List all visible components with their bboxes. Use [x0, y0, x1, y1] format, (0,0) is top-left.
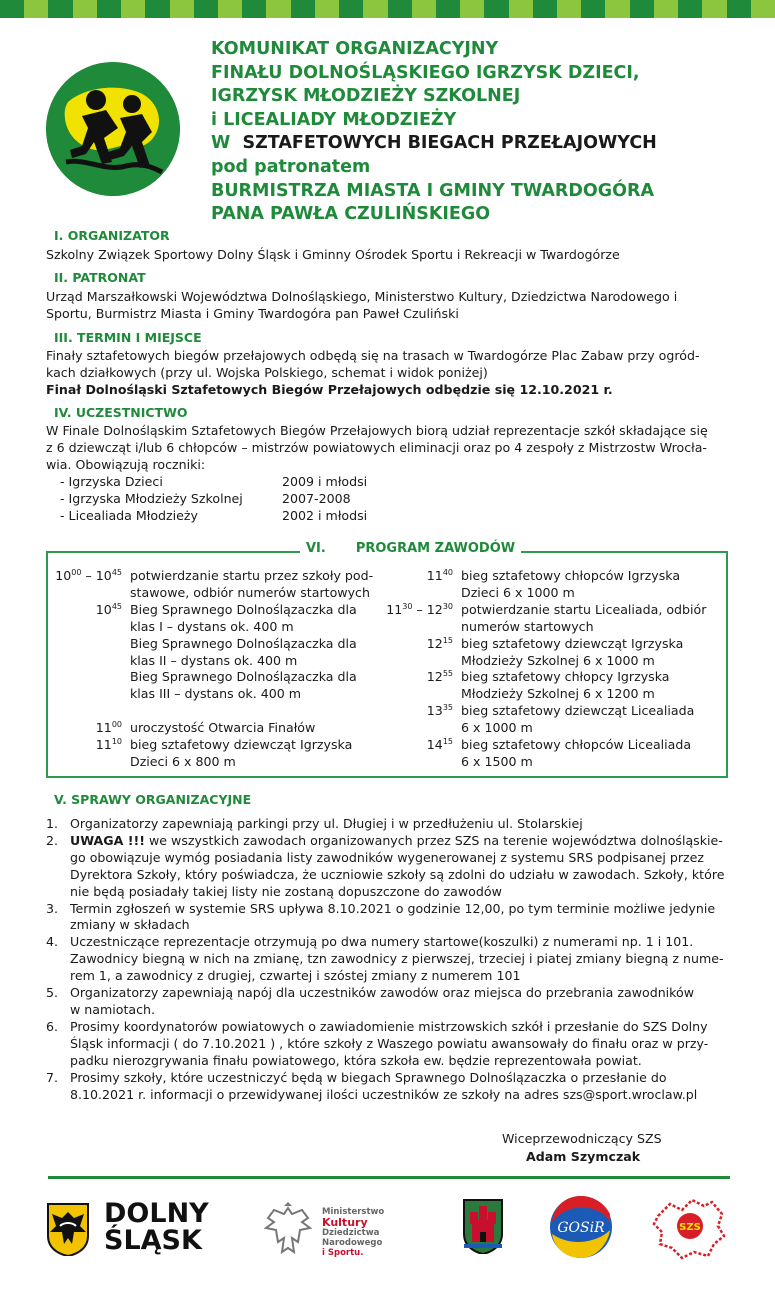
program-description	[461, 636, 683, 670]
header-line-8: PANA PAWŁA CZULIŃSKIEGO	[211, 204, 491, 225]
program-number: VI.	[306, 541, 326, 556]
years-row	[60, 490, 367, 507]
program-right-column	[384, 568, 706, 771]
header-line-6: pod patronatem	[211, 156, 371, 177]
sprawy-item-text	[70, 901, 715, 935]
termin-text	[46, 347, 736, 398]
header-line-5	[211, 132, 751, 156]
szs-text: SZS	[679, 1222, 701, 1233]
sprawy-item-line: UWAGA !!! we wszystkich zawodach organizowanych przez SZS na terenie województwa dolnośląskie-	[70, 832, 723, 848]
sprawy-item-line: padku nierozgrywania finału powiatowego, która szkoła ew. będzie reprezentowała powiat.	[70, 1052, 642, 1068]
section-title-termin: III. TERMIN I MIEJSCE	[54, 330, 202, 345]
szs-region-logo	[652, 1196, 728, 1260]
program-description-line: Bieg Sprawnego Dolnoślązaczka dla	[130, 669, 357, 685]
sprawy-item	[46, 985, 736, 1019]
ministry-line-2: Kultury	[322, 1216, 368, 1229]
program-time: $12^{15}$	[426, 635, 453, 651]
gosir-text: GOSiR	[557, 1220, 605, 1236]
header-line-3: IGRZYSK MŁODZIEŻY SZKOLNEJ	[211, 86, 521, 107]
uczestnictwo-line-2: z 6 dziewcząt i/lub 6 chłopców – mistrzów powiatowych eliminacji oraz po 4 zespoły z Mistrzostw Wrocła-	[46, 440, 707, 455]
dolny-slask-eagle-icon	[46, 1202, 90, 1256]
program-time: $11^{30} - 12^{30}$	[386, 601, 453, 617]
program-time: $10^{00} - 10^{45}$	[55, 568, 122, 583]
sprawy-item-line: go obowiązuje wymóg posiadania listy zawodników wygenerowanej z systemu SRS podpisanej przez	[70, 849, 704, 865]
sprawy-item-line: zmiany w składach	[70, 917, 190, 933]
years-value: 2009 i młodsi	[282, 474, 368, 489]
patronat-text	[46, 288, 736, 322]
sprawy-item-number: 3.	[46, 900, 59, 916]
sprawy-item-text	[70, 985, 694, 1019]
header-line-7: BURMISTRZA MIASTA I GMINY TWARDOGÓRA	[211, 180, 655, 201]
program-description	[130, 737, 352, 771]
sprawy-item-text	[70, 816, 583, 833]
termin-line-3: Finał Dolnośląski Sztafetowych Biegów Przełajowych odbędzie się 12.10.2021 r.	[46, 382, 613, 397]
sprawy-item-line: Termin zgłoszeń w systemie SRS upływa 8.10.2021 o godzinie 12,00, po tym terminie możliwe jedynie	[70, 900, 716, 916]
sprawy-item-line: Organizatorzy zapewniają parkingi przy ul. Długiej i w przedłużeniu ul. Stolarskiej	[70, 816, 583, 831]
runners-logo	[46, 62, 180, 196]
dolny-slask-wordmark	[104, 1200, 209, 1254]
program-description-line: klas II – dystans ok. 400 m	[130, 652, 298, 668]
header-line-2: FINAŁU DOLNOŚLĄSKIEGO IGRZYSK DZIECI,	[211, 62, 640, 83]
sprawy-item	[46, 833, 736, 901]
program-item	[384, 636, 706, 670]
program-description-line: bieg sztafetowy chłopców Igrzyska	[461, 568, 681, 583]
program-time: $11^{10}$	[95, 737, 122, 753]
sprawy-item-line: nie będą posiadały takiej listy nie zostaną dopuszczone do zawodów	[70, 883, 502, 899]
program-time: $12^{55}$	[426, 669, 453, 685]
twardogora-coat-of-arms-icon	[462, 1198, 504, 1254]
section-title-uczestnictwo: IV. UCZESTNICTWO	[54, 405, 188, 420]
slask-text: ŚLĄSK	[104, 1225, 202, 1256]
sprawy-item-line: Dyrektora Szkoły, który poświadcza, że uczniowie szkoły są zdolni do udziału w zawodach. Szkoły, które	[70, 866, 725, 882]
sprawy-item-line: Śląsk informacji ( do 7.10.2021 ) , które szkoły z Waszego powiatu awansowały do finału oraz w przy-	[70, 1035, 709, 1051]
sprawy-item-number: 2.	[46, 832, 59, 848]
years-table	[60, 473, 367, 524]
program-description	[461, 737, 691, 771]
sprawy-item-number: 4.	[46, 934, 59, 950]
program-description	[461, 669, 670, 703]
program-description	[130, 568, 373, 602]
sprawy-item	[46, 816, 736, 833]
program-description-line: Młodzieży Szkolnej 6 x 1000 m	[461, 652, 655, 668]
years-row	[60, 473, 367, 490]
signature-role: Wiceprzewodniczący SZS	[502, 1131, 662, 1146]
sprawy-item-line: Prosimy szkoły, które uczestniczyć będą w biegach Sprawnego Dolnoślązaczka o przesłanie do	[70, 1069, 667, 1085]
gosir-logo	[548, 1194, 614, 1260]
program-description-line: Bieg Sprawnego Dolnoślązaczka dla	[130, 601, 357, 617]
footer-divider	[48, 1176, 730, 1179]
sprawy-item-text	[70, 1070, 697, 1104]
program-description-line: 6 x 1000 m	[461, 720, 533, 736]
program-description-line: klas I – dystans ok. 400 m	[130, 618, 294, 634]
termin-line-2: kach działkowych (przy ul. Wojska Polskiego, schemat i widok poniżej)	[46, 365, 488, 380]
program-item	[52, 720, 373, 737]
program-description-line: Dzieci 6 x 800 m	[130, 753, 236, 769]
sprawy-item-line: rem 1, a zawodnicy z drugiej, czwartej i szóstej zmiany z numerem 101	[70, 968, 521, 984]
section-title-organizator: I. ORGANIZATOR	[54, 228, 170, 243]
program-time: $10^{45}$	[95, 601, 122, 617]
sprawy-item-line: Zawodnicy biegną w nich na zmianę, tzn zawodnicy z pierwszej, trzeciej i piatej zmiany biegną z nume-	[70, 951, 724, 967]
sprawy-item-text	[70, 833, 724, 901]
program-description-line: uroczystość Otwarcia Finałów	[130, 720, 316, 736]
program-item	[384, 669, 706, 703]
years-category: - Igrzyska Dzieci	[60, 474, 163, 489]
header-line-4: i LICEALIADY MŁODZIEŻY	[211, 109, 457, 130]
dolny-text: DOLNY	[104, 1198, 209, 1229]
program-description-line: numerów startowych	[461, 618, 594, 634]
program-time: $11^{40}$	[426, 568, 453, 583]
program-item	[384, 737, 706, 771]
header-line-5-prefix: W	[211, 133, 231, 154]
program-left-column	[52, 568, 373, 771]
sprawy-item-text	[70, 1019, 708, 1070]
program-time: $11^{00}$	[95, 720, 122, 736]
program-description-line: bieg sztafetowy dziewcząt Igrzyska	[130, 737, 353, 753]
program-description-line: potwierdzanie startu przez szkoły pod-	[130, 568, 374, 583]
uczestnictwo-text	[46, 422, 736, 473]
years-value: 2002 i młodsi	[282, 508, 368, 523]
program-item	[52, 602, 373, 720]
patronat-line-2: Sportu, Burmistrz Miasta i Gminy Twardogóra pan Paweł Czuliński	[46, 306, 459, 321]
program-title	[300, 541, 521, 556]
program-description	[130, 720, 315, 737]
years-row	[60, 507, 367, 524]
header-line-5-bold: SZTAFETOWYCH BIEGACH PRZEŁAJOWYCH	[242, 133, 657, 154]
sprawy-item-number: 5.	[46, 985, 59, 1001]
top-decorative-bar	[0, 0, 775, 18]
program-time: $14^{15}$	[426, 737, 453, 753]
program-item	[52, 568, 373, 602]
ministry-logo-text	[322, 1207, 384, 1258]
program-description	[130, 602, 357, 720]
program-description-line: klas III – dystans ok. 400 m	[130, 686, 302, 702]
ministry-line-1: Ministerstwo	[322, 1207, 385, 1217]
program-description	[461, 568, 680, 602]
sprawy-item-line: 8.10.2021 r. informacji o przewidywanej ilości uczestników ze szkoły na adres szs@sport.wroclaw.pl	[70, 1086, 698, 1102]
sprawy-item-number: 6.	[46, 1018, 59, 1034]
program-time: $13^{35}$	[426, 703, 453, 719]
years-value: 2007-2008	[282, 491, 351, 506]
polish-eagle-icon	[262, 1202, 314, 1258]
ministry-line-3: Dziedzictwa	[322, 1228, 380, 1238]
sprawy-item-number: 1.	[46, 816, 59, 831]
sprawy-item-number: 7.	[46, 1069, 59, 1085]
sprawy-item-line: w namiotach.	[70, 1001, 156, 1017]
program-description-line: bieg sztafetowy chłopców Licealiada	[461, 737, 692, 753]
program-description-line: bieg sztafetowy chłopcy Igrzyska	[461, 669, 670, 685]
program-item	[384, 703, 706, 737]
ministry-line-5: i Sportu.	[322, 1248, 364, 1258]
sprawy-item	[46, 901, 736, 935]
ministry-line-4: Narodowego	[322, 1238, 383, 1248]
section-title-patronat: II. PATRONAT	[54, 270, 146, 285]
sprawy-item	[46, 934, 736, 985]
sprawy-item-line: Organizatorzy zapewniają napój dla uczestników zawodów oraz miejsca do przebrania zawodników	[70, 985, 695, 1001]
organizator-text	[46, 246, 736, 263]
sprawy-item-line: Prosimy koordynatorów powiatowych o zawiadomienie mistrzowskich szkół i przesłanie do SZS Dolny	[70, 1018, 708, 1034]
patronat-line-1: Urząd Marszałkowski Województwa Dolnośląskiego, Ministerstwo Kultury, Dziedzictwa Narodowego i	[46, 289, 678, 304]
program-description-line: bieg sztafetowy dziewcząt Licealiada	[461, 703, 695, 719]
program-description-line: Bieg Sprawnego Dolnoślązaczka dla	[130, 635, 357, 651]
program-description-line: Dzieci 6 x 1000 m	[461, 584, 575, 600]
sprawy-item-line: Uczestniczące reprezentacje otrzymują po dwa numery startowe(koszulki) z numerami np. 1 i 101.	[70, 934, 694, 950]
program-description-line: stawowe, odbiór numerów startowych	[130, 584, 370, 600]
program-description-line: potwierdzanie startu Licealiada, odbiór	[461, 601, 707, 617]
program-item	[52, 737, 373, 771]
program-description-line: 6 x 1500 m	[461, 753, 533, 769]
sprawy-list	[46, 816, 736, 1103]
header-line-1: KOMUNIKAT ORGANIZACYJNY	[211, 39, 499, 59]
program-item	[384, 602, 706, 636]
years-category: - Igrzyska Młodzieży Szkolnej	[60, 491, 243, 506]
years-category: - Licealiada Młodzieży	[60, 508, 198, 523]
program-description-line: Młodzieży Szkolnej 6 x 1200 m	[461, 686, 655, 702]
program-description-line: bieg sztafetowy dziewcząt Igrzyska	[461, 635, 684, 651]
termin-line-1: Finały sztafetowych biegów przełajowych odbędą się na trasach w Twardogórze Plac Zabaw przy ogród-	[46, 348, 700, 363]
organizator-line: Szkolny Związek Sportowy Dolny Śląsk i Gminny Ośrodek Sportu i Rekreacji w Twardogórze	[46, 247, 620, 262]
program-description	[461, 703, 694, 737]
sprawy-item	[46, 1019, 736, 1070]
signature-name: Adam Szymczak	[526, 1149, 641, 1164]
uczestnictwo-line-3: wia. Obowiązują roczniki:	[46, 457, 206, 472]
program-description-line	[130, 703, 357, 720]
uczestnictwo-line-1: W Finale Dolnośląskim Sztafetowych Biegów Przełajowych biorą udział reprezentacje szkół składające się	[46, 423, 708, 438]
sprawy-item	[46, 1070, 736, 1104]
program-item	[384, 568, 706, 602]
program-title-text: PROGRAM ZAWODÓW	[355, 541, 516, 556]
sprawy-item-text	[70, 934, 724, 985]
section-title-sprawy: V. SPRAWY ORGANIZACYJNE	[54, 792, 252, 807]
program-description	[461, 602, 706, 636]
document-header	[211, 38, 751, 227]
